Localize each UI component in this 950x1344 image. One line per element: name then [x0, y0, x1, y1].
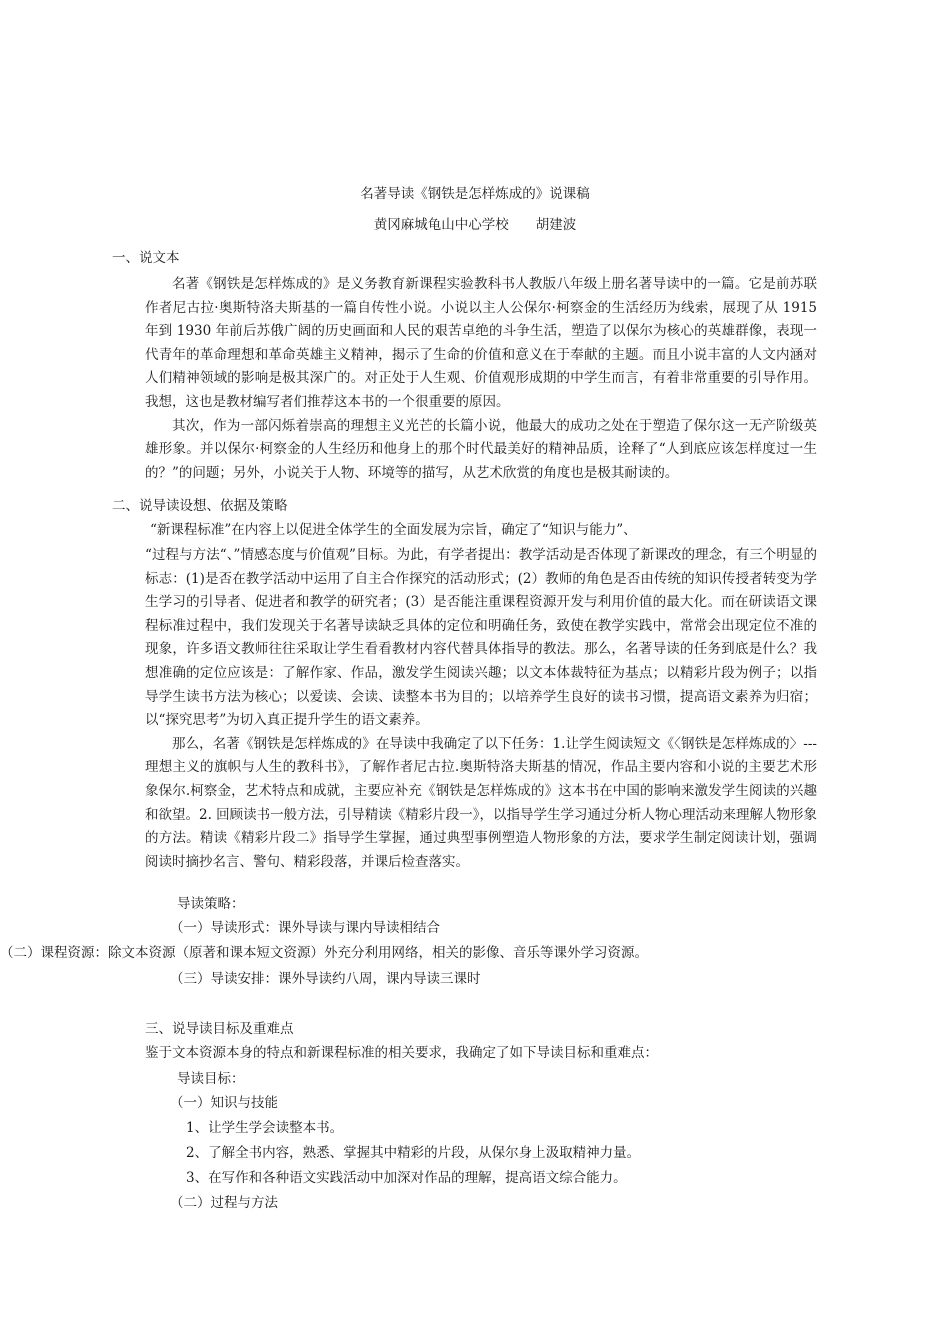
author-line: 黄冈麻城龟山中心学校 胡建波: [373, 217, 577, 233]
section-2-heading: 二、说导读设想、依据及策略: [112, 498, 288, 514]
section-2-paragraph-1: “过程与方法“、”情感态度与价值观”目标。为此，有学者提出：教学活动是否体现了新课改的理念，有三个明显的标志：(1)是否在教学活动中运用了自主合作探究的活动形式；(2）教师的角色是否由传统的知识传授者转变为学生学习的引导者、促进者和教学的研究者；(3）是否能注重课程资源开发与利用价值的最大化。而在研读语文课程标准过程中，我们发现关于名著导读缺乏具体的定位和明确任务，致使在教学实践中，常常会出现定位不准的现象，许多语文教师往往采取让学生看看教材内容代替具体指导的教法。那么，名著导读的任务到底是什么？我想准确的定位应该是：了解作家、作品，激发学生阅读兴趣；以文本体裁特征为基点；以精彩片段为例子；以指导学生读书方法为核心；以爱读、会读、读整本书为目的；以培养学生良好的读书习惯，提高语文素养为归宿；以“探究思考”为切入真正提升学生的语文素养。: [145, 547, 817, 729]
section-2-body: [145, 544, 817, 874]
section-2-paragraph-1-first-line: “新课程标准”在内容上以促进全体学生的全面发展为宗旨，确定了“知识与能力”、: [150, 522, 637, 538]
section-1-paragraph-1: 名著《钢铁是怎样炼成的》是义务教育新课程实验教科书人教版八年级上册名著导读中的一篇。它是前苏联作者尼古拉·奥斯特洛夫斯基的一篇自传性小说。小说以主人公保尔·柯察金的生活经历为线索，展现了从 1915 年到 1930 年前后苏俄广阔的历史画面和人民的艰苦卓绝的斗争生活，塑造了以保尔为核心的英雄群像，表现一代青年的革命理想和革命英雄主义精神，揭示了生命的价值和意义在于奉献的主题。而且小说丰富的人文内涵对人们精神领域的影响是极其深广的。对正处于人生观、价值观形成期的中学生而言，有着非常重要的引导作用。我想，这也是教材编写者们推荐这本书的一个很重要的原因。: [145, 276, 817, 410]
goals-label: 导读目标：: [177, 1071, 245, 1087]
section-1-heading: 一、说文本: [112, 250, 180, 266]
section-1-paragraph-2: 其次，作为一部闪烁着崇高的理想主义光芒的长篇小说，他最大的成功之处在于塑造了保尔这一无产阶级英雄形象。并以保尔·柯察金的人生经历和他身上的那个时代最美好的精神品质，诠释了“人到底应该怎样度过一生的？”的问题；另外，小说关于人物、环境等的描写，从艺术欣赏的角度也是极其耐读的。: [145, 417, 817, 481]
strategy-item-3: （三）导读安排：课外导读约八周，课内导读三课时: [170, 971, 481, 987]
document-title: 名著导读《钢铁是怎样炼成的》说课稿: [360, 186, 590, 202]
section-3-heading: 三、说导读目标及重难点: [145, 1021, 294, 1037]
section-3-intro: 鉴于文本资源本身的特点和新课程标准的相关要求，我确定了如下导读目标和重难点：: [145, 1045, 658, 1061]
goal-1-item-2: 2、了解全书内容，熟悉、掌握其中精彩的片段，从保尔身上汲取精神力量。: [186, 1145, 641, 1161]
strategy-label: 导读策略：: [177, 896, 245, 912]
section-2-paragraph-2: 那么，名著《钢铁是怎样炼成的》在导读中我确定了以下任务：1.让学生阅读短文《〈钢铁是怎样炼成的〉---理想主义的旗帜与人生的教科书》，了解作者尼古拉.奥斯特洛夫斯基的情况，作品主要内容和小说的主要艺术形象保尔.柯察金，艺术特点和成就，主要应补充《钢铁是怎样炼成的》这本书在中国的影响来激发学生阅读的兴趣和欲望。2. 回顾读书一般方法，引导精读《精彩片段一》，以指导学生学习通过分析人物心理活动来理解人物形象的方法。精读《精彩片段二》指导学生掌握，通过典型事例塑造人物形象的方法，要求学生制定阅读计划，强调阅读时摘抄名言、警句、精彩段落，并课后检查落实。: [145, 735, 817, 870]
goal-1-heading: （一）知识与技能: [170, 1095, 278, 1111]
goal-1-item-1: 1、让学生学会读整本书。: [186, 1120, 344, 1136]
strategy-item-1: （一）导读形式：课外导读与课内导读相结合: [170, 920, 440, 936]
strategy-item-2: （二）课程资源：除文本资源（原著和课本短文资源）外充分利用网络，相关的影像、音乐等课外学习资源。: [0, 945, 648, 961]
section-1-body: [145, 273, 817, 485]
goal-2-heading: （二）过程与方法: [170, 1195, 278, 1211]
goal-1-item-3: 3、在写作和各种语文实践活动中加深对作品的理解，提高语文综合能力。: [186, 1170, 627, 1186]
